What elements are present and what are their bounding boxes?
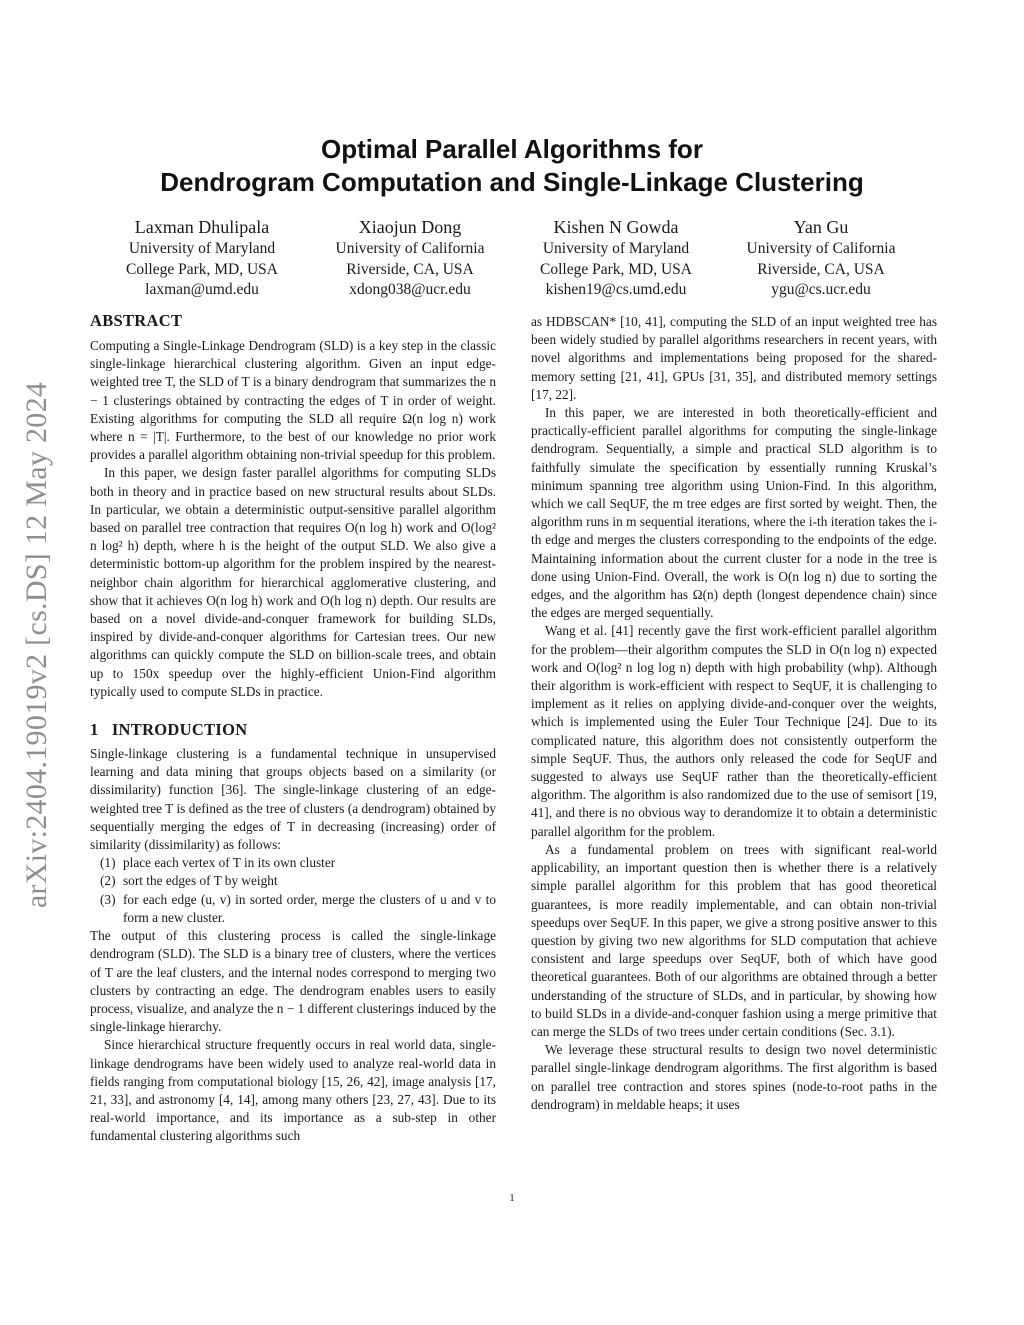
author-name: Yan Gu [793,217,849,237]
right-paragraph-5: We leverage these structural results to design two novel deterministic parallel single-linkage dendrogram algorithms. The first algorithm is based on parallel tree contraction and stores spines (node-to-root paths in the dendrogram) in meldable heaps; it uses [531,1042,937,1112]
author-name: Kishen N Gowda [553,217,679,237]
step-number: (2) [100,873,116,889]
list-item [90,854,496,872]
step-text: sort the edges of T by weight [123,873,278,889]
author-location: Riverside, CA, USA [757,260,885,278]
author-location: Riverside, CA, USA [346,260,474,278]
introduction-heading: 1 INTRODUCTION [90,720,248,740]
author-affiliation: University of Maryland [542,240,690,257]
title-line-2: Dendrogram Computation and Single-Linkage Clustering [160,167,864,197]
author-4 [721,216,921,301]
author-affiliation: University of California [335,240,485,257]
author-location: College Park, MD, USA [126,260,278,278]
author-affiliation: University of Maryland [128,240,276,257]
arxiv-identifier: arXiv:2404.19019v2 [cs.DS] 12 May 2024 [20,381,54,909]
author-affiliation: University of California [746,240,896,257]
abstract-paragraph-2: In this paper, we design faster parallel algorithms for computing SLDs both in theory and in practice based on new structural results about SLDs. In particular, we obtain a deterministic output-sensitive parallel algorithm based on parallel tree contraction that requires O(n log h) work and O(log² n log² h) depth, where h is the height of the output SLD. We also give a deterministic bottom-up algorithm for the problem inspired by the nearest-neighbor chain algorithm for hierarchical agglomerative clustering, and show that it achieves O(n log h) work and O(h log n) depth. Our results are based on a novel divide-and-conquer framework for building SLDs, inspired by divide-and-conquer algorithms for Cartesian trees. Our new algorithms can quickly compute the SLD on billion-scale trees, and obtain up to 150x speedup over the highly-efficient Union-Find algorithm typically used to compute SLDs in practice. [90,465,496,699]
paper-title [90,133,934,199]
right-paragraph-3: Wang et al. [41] recently gave the first work-efficient parallel algorithm for the problem—their algorithm computes the SLD in O(n log n) expected work and O(log² n log log n) depth with high probability (whp). Although their algorithm is work-efficient with respect to SeqUF, it is challenging to implement as it relies on applying divide-and-conquer over the weights, which is implemented using the Euler Tour Technique [24]. Due to its complicated nature, this algorithm does not consistently outperform the simple SeqUF. Thus, the authors only released the code for SeqUF and suggested to always use SeqUF rather than the theoretically-efficient algorithm. The algorithm is also randomized due to the use of semisort [19, 41], and there is no obvious way to derandomize it to obtain a deterministic parallel algorithm for the problem. [531,623,937,839]
author-email: ygu@cs.ucr.edu [771,281,871,298]
intro-paragraph-2: The output of this clustering process is called the single-linkage dendrogram (SLD). The SLD is a binary tree of clusters, where the vertices of T are the leaf clusters, and the internal nodes correspond to merging two clusters by contracting an edge. The dendrogram enables users to easily process, visualize, and analyze the n − 1 different clusterings induced by the single-linkage hierarchy. [90,928,496,1035]
author-location: College Park, MD, USA [540,260,692,278]
step-text: place each vertex of T in its own cluster [123,855,336,871]
right-paragraph-1: as HDBSCAN* [10, 41], computing the SLD of an input weighted tree has been widely studied by parallel algorithms researchers in recent years, with novel algorithms and implementations being proposed for the shared-memory setting [21, 41], GPUs [31, 35], and distributed memory settings [17, 22]. [531,314,937,402]
author-email: xdong038@ucr.edu [349,281,471,298]
list-item [90,891,496,927]
author-1 [102,216,302,301]
author-2 [310,216,510,301]
right-paragraph-4: As a fundamental problem on trees with significant real-world applicability, an important question then is whether there is a relatively simple parallel algorithm for this problem that has good theoretical guarantees, is more readily implementable, and can obtain non-trivial speedups over SeqUF. In this paper, we give a strong positive answer to this question by giving two new algorithms for SLD computation that achieve consistent and large speedups over SeqUF, both of which have good theoretical guarantees. Both of our algorithms are obtained through a better understanding of the structure of SLDs, and in particular, by showing how to build SLDs in a divide-and-conquer fashion using a merge primitive that can merge the SLDs of two trees under certain conditions (Sec. 3.1). [531,841,937,1039]
author-name: Laxman Dhulipala [134,217,270,237]
intro-paragraph-3: Since hierarchical structure frequently occurs in real world data, single-linkage dendrograms have been widely used to analyze real-world data in fields ranging from computational biology [15, 26, 42], image analysis [17, 21, 33], and astronomy [4, 14], among many others [23, 27, 43]. Due to its real-world importance, and its importance as a sub-step in other fundamental clustering algorithms such [90,1037,496,1144]
author-3 [516,216,716,301]
intro-paragraph-1: Single-linkage clustering is a fundamental technique in unsupervised learning and data mining that groups objects based on a similarity (or dissimilarity) function [36]. The single-linkage clustering of an edge-weighted tree T is defined as the tree of clusters (a dendrogram) obtained by sequentially merging the edges of T in decreasing (increasing) order of similarity (dissimilarity) as follows: [90,746,496,853]
author-email: kishen19@cs.umd.edu [545,281,687,298]
list-item [90,872,496,890]
arxiv-watermark [8,345,66,945]
abstract-paragraph-1: Computing a Single-Linkage Dendrogram (SLD) is a key step in the classic single-linkage hierarchical clustering algorithm. Given an input edge-weighted tree T, the SLD of T is a binary dendrogram that summarizes the n − 1 clusterings obtained by contracting the edges of T in order of weight. Existing algorithms for computing the SLD all require Ω(n log n) work where n = |T|. Furthermore, to the best of our knowledge no prior work provides a parallel algorithm obtaining non-trivial speedup for this problem. [90,338,496,463]
step-text: for each edge (u, v) in sorted order, merge the clusters of u and v to form a new cluster. [123,891,496,925]
left-column [90,310,496,1146]
right-paragraph-2: In this paper, we are interested in both theoretically-efficient and practically-efficient parallel algorithms for computing the single-linkage dendrogram. Sequentially, a simple and practical SLD algorithm is to faithfully simulate the specification by essentially running Kruskal’s minimum spanning tree algorithm using Union-Find. In this algorithm, which we call SeqUF, the m tree edges are first sorted by weight. Then, the algorithm runs in m sequential iterations, where the i-th iteration takes the i-th edge and merges the clusters corresponding to the endpoints of the edge. Maintaining information about the current cluster for a node in the tree is done using Union-Find. Overall, the work is O(n log n) due to sorting the edges, and the algorithm has Ω(n) depth (longest dependence chain) since the edges are merged sequentially. [531,405,937,621]
clustering-steps-list [90,854,496,927]
author-email: laxman@umd.edu [145,281,259,298]
page-number: 1 [509,1192,515,1204]
abstract-heading: ABSTRACT [90,311,183,330]
right-column [531,313,937,1114]
step-number: (3) [100,891,116,907]
title-line-1: Optimal Parallel Algorithms for [321,134,703,164]
author-name: Xiaojun Dong [358,217,462,237]
step-number: (1) [100,855,116,871]
